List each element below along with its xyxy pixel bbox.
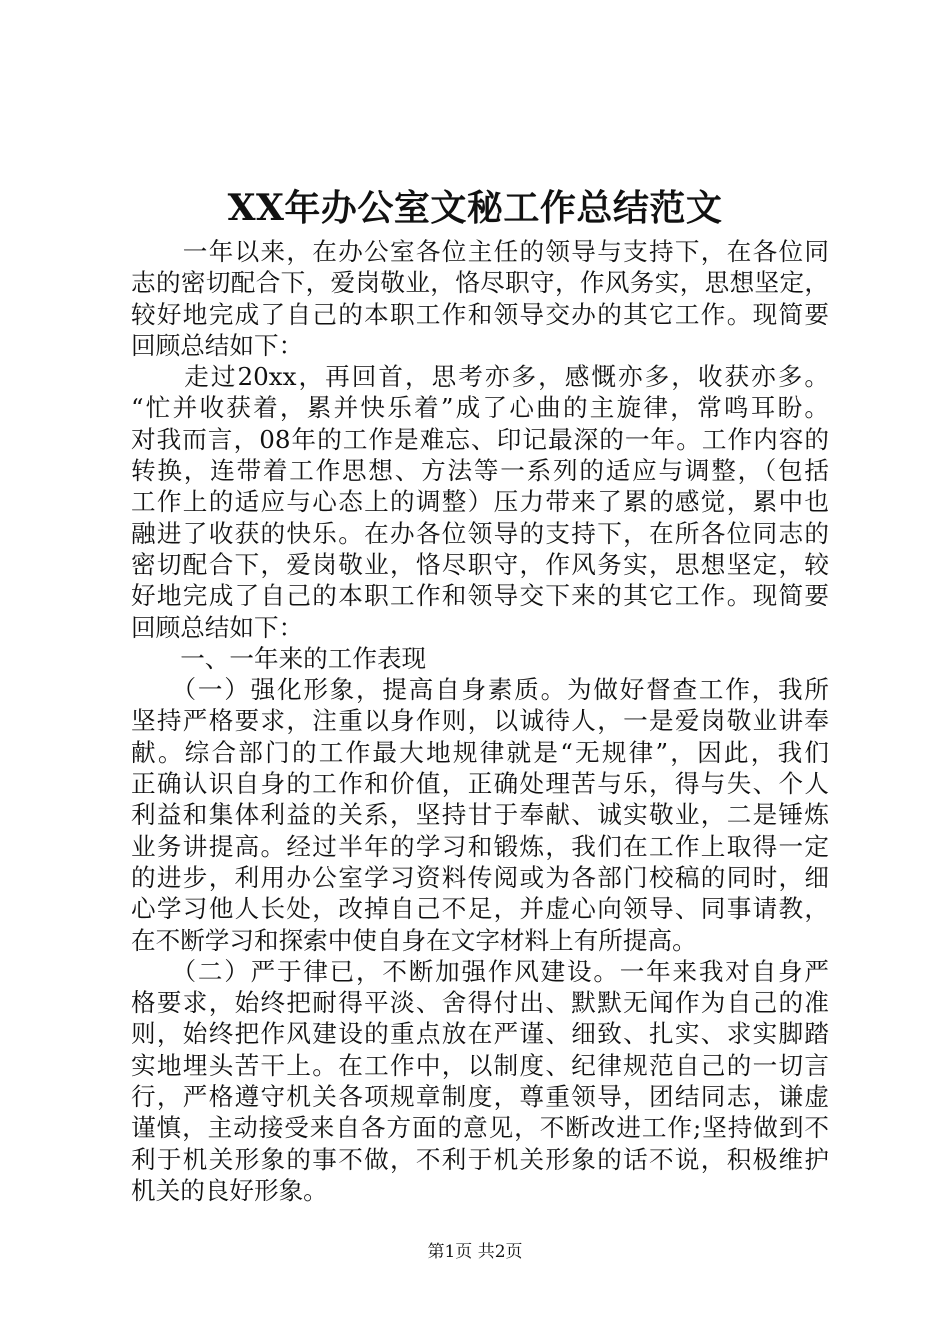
text-line: 则，始终把作风建设的重点放在严谨、细致、扎实、求实脚踏 — [131, 1019, 829, 1049]
text-line: 正确认识自身的工作和价值，正确处理苦与乐，得与失、个人 — [131, 769, 829, 799]
text-line: 转换，连带着工作思想、方法等一系列的适应与调整，（包括 — [131, 456, 829, 486]
text-line: 的进步，利用办公室学习资料传阅或为各部门校稿的同时，细 — [131, 862, 829, 892]
document-body — [131, 236, 829, 1206]
text-line: 好地完成了自己的本职工作和领导交下来的其它工作。现简要 — [131, 581, 829, 611]
text-line: 密切配合下，爱岗敬业，恪尽职守，作风务实，思想坚定，较 — [131, 549, 829, 579]
text-line: 行，严格遵守机关各项规章制度，尊重领导，团结同志，谦虚 — [131, 1082, 829, 1112]
text-line: 工作上的适应与心态上的调整）压力带来了累的感觉，累中也 — [131, 487, 829, 517]
text-line: 融进了收获的快乐。在办各位领导的支持下，在所各位同志的 — [131, 518, 829, 548]
text-line: 心学习他人长处，改掉自己不足，并虚心向领导、同事请教， — [131, 894, 829, 924]
text-line: 业务讲提高。经过半年的学习和锻炼，我们在工作上取得一定 — [131, 831, 829, 861]
text-line: 一年以来，在办公室各位主任的领导与支持下，在各位同 — [131, 237, 829, 266]
text-line: 坚持严格要求，注重以身作则，以诚待人，一是爱岗敬业讲奉 — [131, 706, 829, 736]
page-footer: 第1页 共2页 — [427, 1242, 523, 1262]
text-line: 较好地完成了自己的本职工作和领导交办的其它工作。现简要 — [131, 299, 829, 329]
text-line: “忙并收获着，累并快乐着”成了心曲的主旋律，常鸣耳盼。 — [131, 393, 829, 423]
text-line: 回顾总结如下： — [131, 330, 304, 360]
text-line: 走过20xx，再回首，思考亦多，感慨亦多，收获亦多。 — [131, 362, 829, 392]
text-line: 利益和集体利益的关系，坚持甘于奉献、诚实敬业，二是锤炼 — [131, 800, 829, 830]
text-line: （一）强化形象，提高自身素质。为做好督查工作，我所 — [131, 675, 829, 705]
text-line: 利于机关形象的事不做，不利于机关形象的话不说，积极维护 — [131, 1144, 829, 1174]
text-line: 谨慎，主动接受来自各方面的意见，不断改进工作;坚持做到不 — [131, 1113, 829, 1143]
text-line: 回顾总结如下： — [131, 612, 304, 642]
text-line: 对我而言，08年的工作是难忘、印记最深的一年。工作内容的 — [131, 424, 829, 454]
text-line: 实地埋头苦干上。在工作中，以制度、纪律规范自己的一切言 — [131, 1050, 829, 1080]
text-line: （二）严于律已，不断加强作风建设。一年来我对自身严 — [131, 956, 829, 986]
text-line: 格要求，始终把耐得平淡、舍得付出、默默无闻作为自己的准 — [131, 988, 829, 1018]
text-line: 机关的良好形象。 — [131, 1175, 328, 1205]
text-line: 一、一年来的工作表现 — [131, 643, 427, 673]
text-line: 在不断学习和探索中使自身在文字材料上有所提高。 — [131, 925, 697, 955]
text-line: 志的密切配合下，爱岗敬业，恪尽职守，作风务实，思想坚定， — [131, 268, 829, 298]
text-line: 献。综合部门的工作最大地规律就是“无规律”，因此，我们 — [131, 737, 829, 767]
document-title: XX年办公室文秘工作总结范文 — [227, 187, 723, 229]
